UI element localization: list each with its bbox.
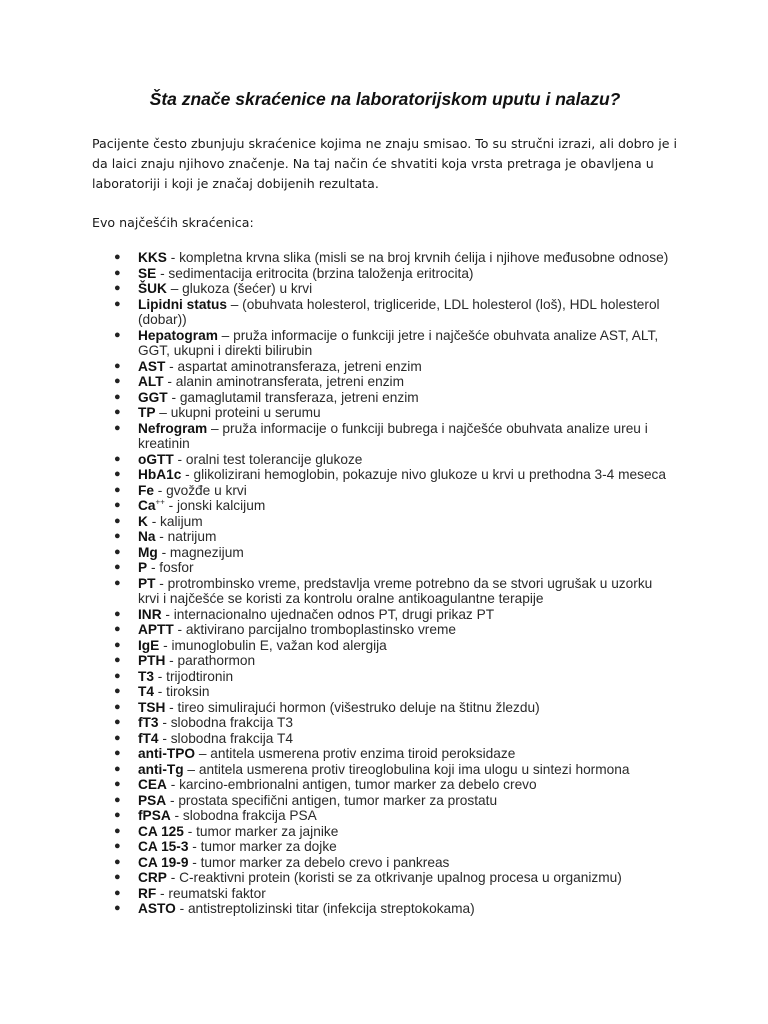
list-item	[114, 405, 678, 421]
abbreviation-term: CRP	[138, 870, 167, 885]
abbreviation-term: IgE	[138, 637, 160, 653]
abbreviation-description: - internacionalno ujednačen odnos PT, drugi prikaz PT	[161, 606, 495, 622]
bullet-icon: ●	[114, 375, 121, 387]
abbreviation-term: Hepatogram	[138, 327, 218, 343]
abbreviation-description: – glukoza (šećer) u krvi	[166, 281, 313, 296]
list-item	[114, 560, 678, 576]
bullet-icon: ●	[114, 514, 121, 527]
list-item	[114, 870, 678, 886]
abbreviation-description: - tiroksin	[153, 684, 210, 699]
bullet-icon: ●	[114, 530, 121, 542]
bullet-icon: ●	[114, 778, 121, 790]
bullet-icon: ●	[114, 421, 121, 434]
abbreviation-term: fT4	[138, 730, 159, 746]
abbreviation-term: PTH	[138, 653, 166, 668]
abbreviation-description: - gamaglutamil transferaza, jetreni enzim	[167, 389, 419, 405]
list-item	[114, 513, 678, 530]
list-item	[114, 374, 678, 390]
abbreviation-term: CEA	[138, 777, 167, 792]
bullet-icon: ●	[114, 747, 121, 759]
bullet-icon: ●	[114, 452, 121, 465]
abbreviation-term: CA 15-3	[138, 839, 189, 854]
list-item	[114, 467, 678, 483]
abbreviation-description: - slobodna frakcija T4	[158, 730, 293, 746]
abbreviation-description: - natrijum	[155, 529, 217, 544]
list-item	[114, 296, 678, 328]
bullet-icon: ●	[114, 545, 121, 558]
abbreviation-term: HbA1c	[138, 467, 182, 482]
list-item	[114, 699, 678, 716]
abbreviation-description: - parathormon	[165, 653, 256, 668]
list-item	[114, 653, 678, 669]
abbreviation-term: oGTT	[138, 451, 174, 467]
bullet-icon: ●	[114, 731, 121, 744]
list-item	[114, 715, 678, 731]
abbreviation-term: anti-Tg	[138, 761, 184, 777]
abbreviation-term: Na	[138, 529, 156, 544]
bullet-icon: ●	[114, 561, 121, 573]
bullet-icon: ●	[114, 685, 121, 697]
abbreviation-description: - reumatski faktor	[156, 885, 266, 901]
abbreviation-term: INR	[138, 606, 162, 622]
abbreviation-description: - sedimentacija eritrocita (brzina taloženja eritrocita)	[156, 265, 474, 281]
bullet-icon: ●	[114, 793, 121, 806]
list-lead-text: Evo najčešćih skraćenica:	[92, 215, 254, 230]
abbreviation-description: – pruža informacije o funkciji jetre i najčešće obuhvata analize AST, ALT, GGT, ukupni i direkti bilirubin	[138, 327, 659, 358]
list-item	[114, 451, 678, 468]
bullet-icon: ●	[114, 390, 121, 403]
abbreviation-description: - C-reaktivni protein (koristi se za otkrivanje upalnog procesa u organizmu)	[166, 870, 622, 885]
abbreviation-term: KKS	[138, 250, 167, 265]
bullet-icon: ●	[114, 623, 121, 635]
abbreviation-description: – (obuhvata holesterol, trigliceride, LDL holesterol (loš), HDL holesterol (dobar))	[138, 296, 660, 327]
abbreviation-term: Ca	[138, 498, 156, 513]
list-item	[114, 544, 678, 561]
bullet-icon: ●	[114, 607, 121, 620]
bullet-icon: ●	[114, 483, 121, 496]
list-item	[114, 823, 678, 840]
abbreviation-term: PSA	[138, 792, 167, 808]
list-item	[114, 389, 678, 406]
abbreviation-description: - aktivirano parcijalno tromboplastinsko vreme	[173, 622, 456, 637]
bullet-icon: ●	[114, 700, 121, 713]
list-item	[114, 808, 678, 824]
bullet-icon: ●	[114, 328, 121, 341]
abbreviation-term: SE	[138, 265, 157, 281]
abbreviation-term: GGT	[138, 389, 168, 405]
abbreviation-term: fT3	[138, 715, 159, 730]
list-item	[114, 761, 678, 778]
bullet-icon: ●	[114, 297, 121, 310]
bullet-icon: ●	[114, 406, 121, 418]
abbreviation-description: - slobodna frakcija PSA	[170, 808, 317, 823]
abbreviation-description: - tumor marker za dojke	[188, 839, 337, 854]
bullet-icon: ●	[114, 902, 121, 914]
abbreviation-description: – ukupni proteini u serumu	[155, 405, 321, 420]
list-item	[114, 420, 678, 452]
bullet-icon: ●	[114, 886, 121, 899]
abbreviation-description: - fosfor	[147, 560, 194, 575]
abbreviation-term: fPSA	[138, 808, 171, 823]
list-item	[114, 358, 678, 375]
list-item	[114, 777, 678, 793]
list-item	[114, 901, 678, 917]
page-title: Šta znače skraćenice na laboratorijskom uputu i nalazu?	[149, 89, 621, 109]
intro-paragraph: Pacijente često zbunjuju skraćenice kojima ne znaju smisao. To su stručni izrazi, ali dobro je i da laici znaju njihovo značenje. Na taj način će shvatiti koja vrsta pretraga je obavljena u laboratoriji i koji je značaj dobijenih rezultata.	[92, 136, 677, 191]
abbreviation-description: - prostata specifični antigen, tumor marker za prostatu	[166, 792, 498, 808]
list-item	[114, 250, 678, 266]
abbreviation-description: - jonski kalcijum	[164, 498, 266, 513]
abbreviation-description: - trijodtironin	[153, 668, 234, 684]
abbreviation-description: - gvožđe u krvi	[153, 482, 247, 498]
abbreviation-term: PT	[138, 575, 156, 591]
abbreviation-description: – antitela usmerena protiv tireoglobulina koji ima ulogu u sintezi hormona	[183, 761, 630, 777]
abbreviation-term: TSH	[138, 699, 166, 715]
bullet-icon: ●	[114, 824, 121, 837]
list-item	[114, 730, 678, 747]
list-item	[114, 684, 678, 700]
list-item	[114, 746, 678, 762]
list-item	[114, 575, 678, 607]
abbreviation-term: CA 19-9	[138, 854, 189, 870]
list-item	[114, 885, 678, 902]
abbreviation-term: RF	[138, 885, 157, 901]
abbreviation-term: T4	[138, 684, 154, 699]
term-superscript: ++	[155, 497, 165, 507]
abbreviation-description: - tumor marker za debelo crevo i pankreas	[188, 854, 450, 870]
list-item	[114, 327, 678, 359]
abbreviation-term: K	[138, 513, 148, 529]
abbreviation-description: - oralni test tolerancije glukoze	[173, 451, 363, 467]
list-item	[114, 265, 678, 282]
list-item	[114, 482, 678, 499]
abbreviation-term: CA 125	[138, 823, 184, 839]
bullet-icon: ●	[114, 840, 121, 852]
abbreviation-term: Fe	[138, 482, 154, 498]
bullet-icon: ●	[114, 468, 121, 480]
list-item	[114, 637, 678, 654]
list-item	[114, 854, 678, 871]
abbreviation-description: - protrombinsko vreme, predstavlja vreme potrebno da se stvori ugrušak u uzorku krvi i najčešće se koristi za kontrolu oralne antikoagulantne terapije	[138, 575, 653, 606]
list-item	[114, 792, 678, 809]
abbreviation-term: Mg	[138, 544, 158, 560]
abbreviation-description: - kompletna krvna slika (misli se na broj krvnih ćelija i njihove međusobne odnose)	[166, 250, 669, 265]
bullet-icon: ●	[114, 871, 121, 883]
bullet-icon: ●	[114, 282, 121, 294]
list-item	[114, 622, 678, 638]
abbreviation-description: - karcino-embrionalni antigen, tumor marker za debelo crevo	[166, 777, 537, 792]
abbreviation-description: - magnezijum	[157, 544, 244, 560]
abbreviation-term: ALT	[138, 374, 164, 389]
bullet-icon: ●	[114, 654, 121, 666]
list-item	[114, 529, 678, 545]
abbreviation-term: T3	[138, 668, 154, 684]
list-item	[114, 281, 678, 297]
list-item	[114, 839, 678, 855]
abbreviation-term: P	[138, 560, 148, 575]
list-item	[114, 497, 678, 514]
bullet-icon: ●	[114, 669, 121, 682]
bullet-icon: ●	[114, 359, 121, 372]
bullet-icon: ●	[114, 638, 121, 651]
abbreviation-description: - imunoglobulin E, važan kod alergija	[159, 637, 387, 653]
abbreviation-term: AST	[138, 358, 166, 374]
bullet-icon: ●	[114, 809, 121, 821]
abbreviation-description: - alanin aminotransferata, jetreni enzim	[163, 374, 405, 389]
bullet-icon: ●	[114, 266, 121, 279]
abbreviation-term: Nefrogram	[138, 420, 208, 436]
bullet-icon: ●	[114, 762, 121, 775]
list-item	[114, 668, 678, 685]
abbreviation-description: - antistreptolizinski titar (infekcija streptokokama)	[175, 901, 475, 916]
abbreviation-description: - kalijum	[147, 513, 203, 529]
abbreviation-term: APTT	[138, 622, 174, 637]
abbreviation-term: TP	[138, 405, 156, 420]
document-page	[92, 88, 678, 917]
abbreviation-description: - tireo simulirajući hormon (višestruko deluje na štitnu žlezdu)	[165, 699, 540, 715]
abbreviation-description: - tumor marker za jajnike	[183, 823, 339, 839]
list-item	[114, 606, 678, 623]
abbreviation-term: ASTO	[138, 901, 176, 916]
abbreviation-description: – pruža informacije o funkciji bubrega i najčešće obuhvata analize ureu i kreatinin	[138, 420, 648, 451]
bullet-icon: ●	[114, 855, 121, 868]
bullet-icon: ●	[114, 716, 121, 728]
abbreviation-description: - slobodna frakcija T3	[158, 715, 293, 730]
bullet-icon: ●	[114, 576, 121, 589]
bullet-icon: ●	[114, 251, 121, 263]
abbreviation-term: Lipidni status	[138, 296, 227, 312]
abbreviation-term: ŠUK	[138, 281, 167, 296]
abbreviation-term: anti-TPO	[138, 746, 196, 761]
abbreviation-description: - glikolizirani hemoglobin, pokazuje nivo glukoze u krvi u prethodna 3-4 meseca	[181, 467, 667, 482]
abbreviation-description: – antitela usmerena protiv enzima tiroid peroksidaze	[195, 746, 516, 761]
bullet-icon: ●	[114, 499, 121, 511]
abbreviation-description: - aspartat aminotransferaza, jetreni enzim	[165, 358, 422, 374]
abbreviation-list	[92, 250, 678, 917]
